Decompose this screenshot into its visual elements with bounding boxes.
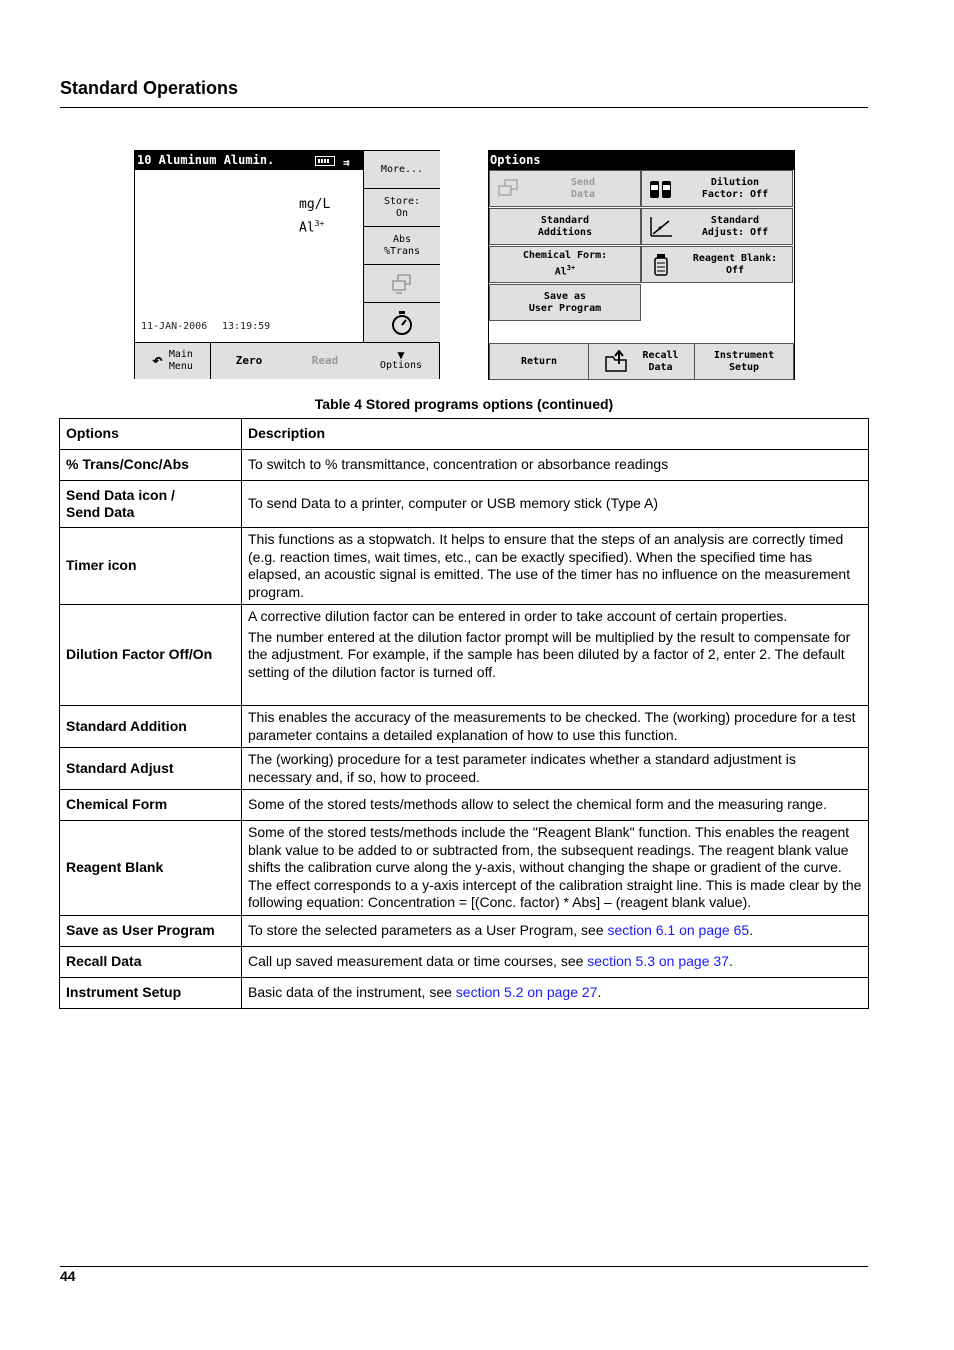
battery-icon	[315, 156, 335, 166]
section-link[interactable]: section 5.2 on page 27	[455, 983, 598, 1000]
read-button[interactable]: Read	[287, 342, 364, 379]
timer-icon	[390, 310, 414, 336]
date-display: 11-JAN-2006	[141, 321, 208, 332]
table-caption: Table 4 Stored programs options (continued)	[314, 396, 614, 412]
recall-data-button[interactable]: Recall Data	[588, 343, 695, 380]
table-row	[60, 481, 869, 528]
option-cell: Save as User Program	[60, 915, 242, 946]
reagent-bottle-icon	[648, 253, 674, 277]
section-link[interactable]: section 6.1 on page 65	[607, 921, 750, 938]
option-cell: Chemical Form	[60, 790, 242, 821]
page-number: 44	[60, 1268, 76, 1284]
send-data-button[interactable]	[363, 264, 440, 303]
table-row	[60, 605, 869, 706]
table-row	[60, 706, 869, 748]
section-link[interactable]: section 5.3 on page 37	[587, 952, 729, 969]
description-cell: This enables the accuracy of the measurements to be checked. The (working) procedure for a test parameter contains a detailed explanation of how to use this function.	[242, 706, 869, 748]
table-row	[60, 450, 869, 481]
option-cell: % Trans/Conc/Abs	[60, 450, 242, 481]
return-arrow-icon: ↶	[152, 350, 163, 371]
send-data-icon	[496, 177, 522, 201]
reagent-blank-option[interactable]: Reagent Blank: Off	[641, 246, 793, 283]
description-cell: To send Data to a printer, computer or USB memory stick (Type A)	[242, 481, 869, 528]
chemical-form-option[interactable]: Chemical Form: $Al^{3+}$	[489, 246, 641, 283]
dilution-factor-option[interactable]: Dilution Factor: Off	[641, 170, 793, 207]
instrument-setup-button[interactable]: Instrument Setup	[694, 343, 794, 380]
chevron-down-icon: ▼	[397, 348, 405, 362]
main-menu-button[interactable]: ↶ Main Menu	[135, 342, 211, 379]
dilution-bottles-icon	[648, 177, 674, 201]
measurement-screen	[134, 150, 440, 379]
header-divider	[60, 107, 868, 108]
send-data-option[interactable]: Send Data	[489, 170, 641, 207]
options-screen	[488, 150, 795, 380]
calibration-curve-icon	[648, 215, 674, 239]
standard-additions-option[interactable]: Standard Additions	[489, 208, 641, 245]
column-header-description: Description	[242, 419, 869, 450]
table-header-row	[60, 419, 869, 450]
more-button[interactable]: More...	[363, 151, 440, 189]
unit-label: mg/L	[299, 197, 331, 212]
save-as-user-program-option[interactable]: Save as User Program	[489, 284, 641, 321]
recall-folder-icon	[604, 350, 630, 374]
table-row	[60, 977, 869, 1008]
option-cell: Send Data icon / Send Data	[60, 481, 242, 528]
table-row	[60, 915, 869, 946]
time-display: 13:19:59	[222, 321, 271, 332]
program-title: 10 Aluminum Alumin.	[137, 153, 275, 167]
description-cell: Basic data of the instrument, see section 5.2 on page 27.	[242, 977, 869, 1008]
option-cell: Reagent Blank	[60, 821, 242, 916]
abs-trans-button[interactable]: Abs %Trans	[363, 226, 440, 265]
page-header-title: Standard Operations	[60, 78, 239, 98]
table-row	[60, 528, 869, 605]
option-cell: Instrument Setup	[60, 977, 242, 1008]
description-cell: Some of the stored tests/methods allow to select the chemical form and the measuring range.	[242, 790, 869, 821]
send-data-icon	[390, 272, 414, 296]
description-cell: Call up saved measurement data or time courses, see section 5.3 on page 37.	[242, 946, 869, 977]
table-row	[60, 790, 869, 821]
power-plug-icon: ⇉	[343, 156, 350, 169]
description-cell: This functions as a stopwatch. It helps to ensure that the steps of an analysis are correctly timed (e.g. reaction times, wait times, etc., can be exactly specified). When the specified time has elapsed, an acoustic signal is emitted. The use of the timer has no influence on the measurement program.	[242, 528, 869, 605]
option-cell: Standard Addition	[60, 706, 242, 748]
option-cell: Recall Data	[60, 946, 242, 977]
column-header-options: Options	[60, 419, 242, 450]
store-toggle-button[interactable]: Store: On	[363, 188, 440, 227]
description-cell: To store the selected parameters as a User Program, see section 6.1 on page 65.	[242, 915, 869, 946]
return-button[interactable]: Return	[489, 343, 589, 380]
table-row	[60, 748, 869, 790]
options-button[interactable]: ▼ Options	[363, 342, 439, 379]
option-cell: Standard Adjust	[60, 748, 242, 790]
table-row	[60, 821, 869, 916]
description-cell: Some of the stored tests/methods include the "Reagent Blank" function. This enables the reagent blank value to be added to or subtracted from, the subsequent readings. The reagent blank value shifts the calibration curve along the y-axis, without changing the shape or gradient of the curve. The effect corresponds to a y-axis intercept of the calibration straight line. This is made clear by the following equation: Concentration = [(Conc. factor) * Abs] – (reagent blank value).	[242, 821, 869, 916]
description-cell: The (working) procedure for a test parameter indicates whether a standard adjustment is necessary and, if so, how to proceed.	[242, 748, 869, 790]
timer-button[interactable]	[363, 302, 440, 342]
option-cell: Timer icon	[60, 528, 242, 605]
options-table	[59, 418, 869, 1009]
footer-divider	[60, 1266, 868, 1267]
screen-title-bar	[135, 151, 363, 170]
standard-adjust-option[interactable]: Standard Adjust: Off	[641, 208, 793, 245]
table-row	[60, 946, 869, 977]
description-cell: To switch to % transmittance, concentration or absorbance readings	[242, 450, 869, 481]
options-title-bar: Options	[489, 151, 794, 170]
description-cell: A corrective dilution factor can be entered in order to take account of certain properties. The number entered at the dilution factor prompt will be multiplied by the result to compensate for the adjustment. For example, if the sample has been diluted by a factor of 2, enter 2. The default setting of the dilution factor is turned off.	[242, 605, 869, 706]
zero-button[interactable]: Zero	[211, 342, 288, 379]
chemical-species-label: $Al^{3+}$	[299, 219, 325, 236]
option-cell: Dilution Factor Off/On	[60, 605, 242, 706]
